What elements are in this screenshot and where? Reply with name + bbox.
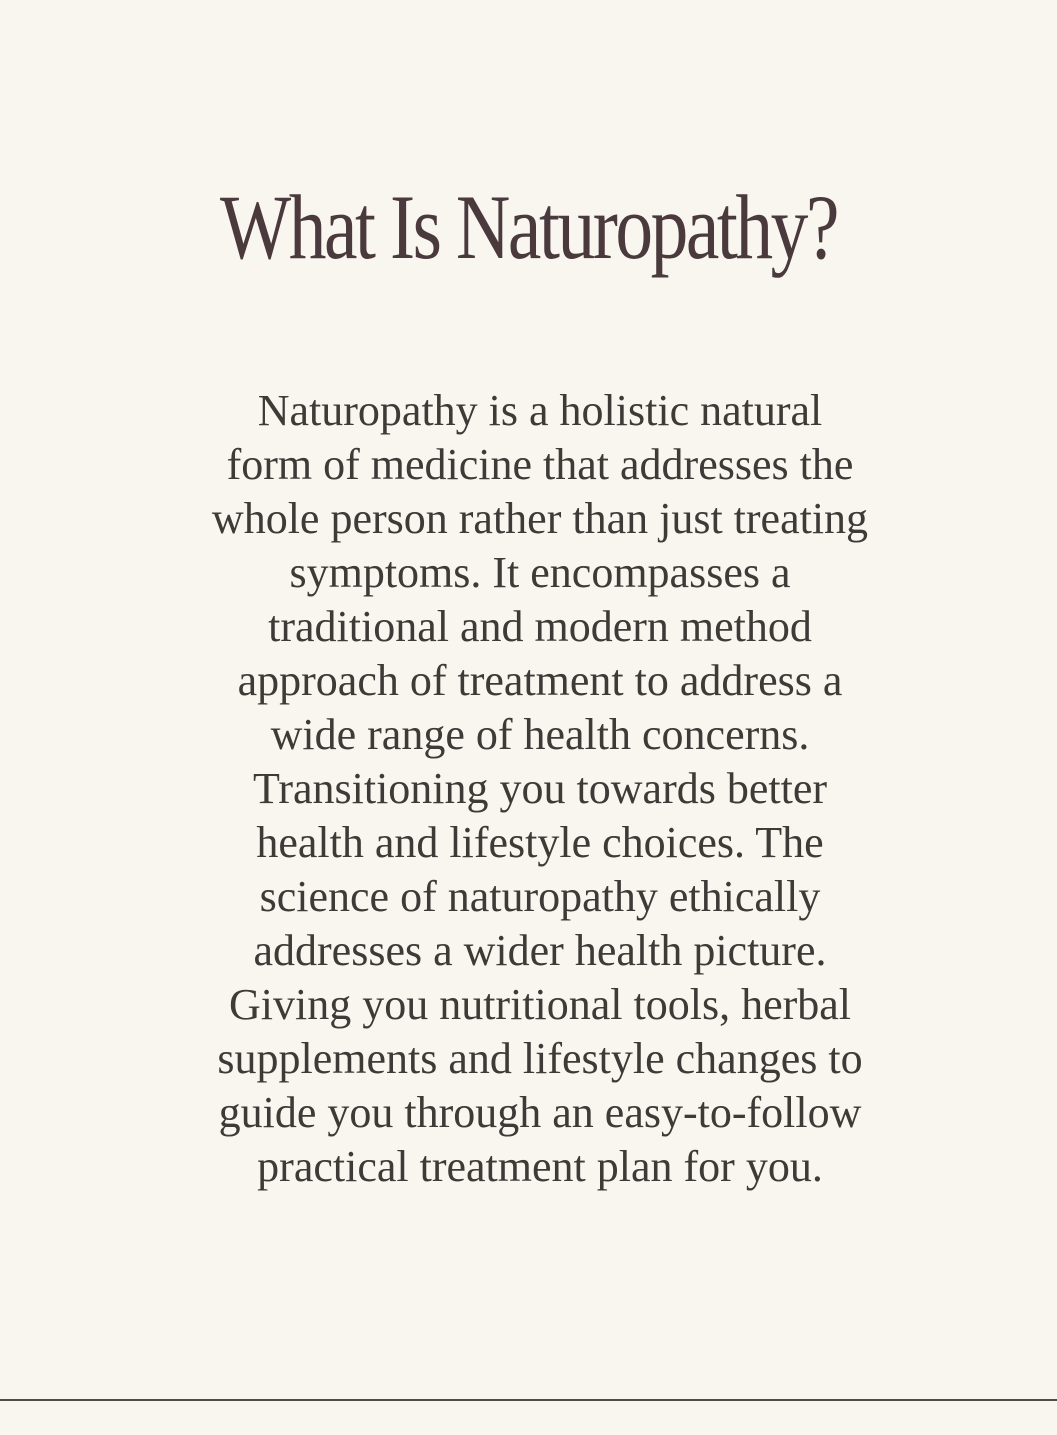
description-line: supplements and lifestyle changes to <box>217 1034 863 1083</box>
description-line: Giving you nutritional tools, herbal <box>228 980 852 1029</box>
description-line: approach of treatment to address a <box>237 656 843 705</box>
description-line: Naturopathy is a holistic natural <box>257 386 823 435</box>
description-line: addresses a wider health picture. <box>253 926 827 975</box>
description-line: traditional and modern method <box>268 602 812 651</box>
description-paragraph <box>150 384 930 1194</box>
description-line: science of naturopathy ethically <box>259 872 821 921</box>
description-line: wide range of health concerns. <box>270 710 810 759</box>
description-line: Transitioning you towards better <box>253 764 827 813</box>
description-line: practical treatment plan for you. <box>257 1142 823 1191</box>
description-line: whole person rather than just treating <box>211 494 869 543</box>
description-line: guide you through an easy-to-follow <box>218 1088 862 1137</box>
description-line: health and lifestyle choices. The <box>256 818 824 867</box>
description-line: form of medicine that addresses the <box>226 440 854 489</box>
section-divider <box>0 1399 1057 1401</box>
description-line: symptoms. It encompasses a <box>289 548 791 597</box>
page-title: What Is Naturopathy? <box>220 176 837 278</box>
